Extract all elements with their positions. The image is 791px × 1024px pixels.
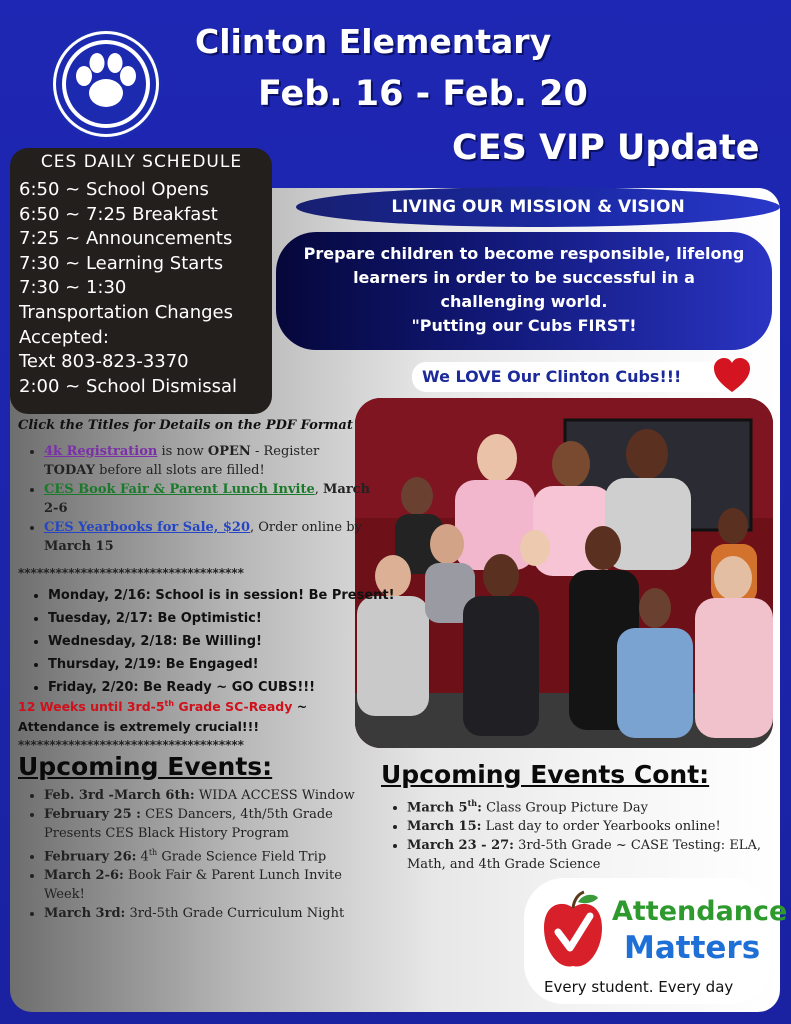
daily-schedule-box xyxy=(10,148,272,414)
event-item: • March 15: Last day to order Yearbooks online! xyxy=(407,817,787,836)
mission-line: challenging world. xyxy=(440,292,608,311)
upcoming-events-cont-heading: Upcoming Events Cont: xyxy=(381,760,710,789)
mission-line: learners in order to be successful in a xyxy=(353,268,695,287)
matters-word: Matters xyxy=(624,930,761,966)
event-item: • March 23 - 27: 3rd-5th Grade ~ CASE Testing: ELA, Math, and 4th Grade Science xyxy=(407,836,787,874)
schedule-heading: CES DAILY SCHEDULE xyxy=(40,152,243,172)
book-fair-link[interactable]: CES Book Fair & Parent Lunch Invite xyxy=(44,482,315,497)
newsletter-title: CES VIP Update xyxy=(452,128,760,168)
upcoming-events-cont-list xyxy=(389,794,787,874)
schedule-line: 7:25 ~ Announcements xyxy=(19,228,233,250)
schedule-line: Text 803-823-3370 xyxy=(19,351,189,373)
mission-line: "Putting our Cubs FIRST! xyxy=(411,316,637,335)
event-item: • March 5th: Class Group Picture Day xyxy=(407,794,787,817)
photo-illustration xyxy=(355,398,773,748)
weekday-item: • Friday, 2/20: Be Ready ~ GO CUBS!!! xyxy=(48,676,395,699)
mission-line: Prepare children to become responsible, lifelong xyxy=(303,244,745,263)
event-item: • February 26: 4th Grade Science Field Trip xyxy=(44,843,384,866)
weekday-item: • Tuesday, 2/17: Be Optimistic! xyxy=(48,607,395,630)
mission-heading: LIVING OUR MISSION & VISION xyxy=(296,187,780,227)
divider: ************************************ xyxy=(18,566,244,580)
announcement-item: • CES Book Fair & Parent Lunch Invite, March 2-6 xyxy=(44,480,374,518)
weekday-item: • Wednesday, 2/18: Be Willing! xyxy=(48,630,395,653)
weekday-list xyxy=(30,584,395,699)
announcement-item: • CES Yearbooks for Sale, $20, Order online by March 15 xyxy=(44,518,374,556)
weekday-item: • Monday, 2/16: School is in session! Be Present! xyxy=(48,584,395,607)
attendance-tagline: Every student. Every day xyxy=(544,978,734,996)
apple-check-icon xyxy=(540,890,606,972)
schedule-line: 7:30 ~ Learning Starts xyxy=(19,252,224,274)
schedule-line: 6:50 ~ 7:25 Breakfast xyxy=(19,203,218,225)
school-name: Clinton Elementary xyxy=(195,22,552,61)
group-photo xyxy=(355,398,773,748)
yearbooks-link[interactable]: CES Yearbooks for Sale, $20 xyxy=(44,520,250,535)
event-item: • March 2-6: Book Fair & Parent Lunch Invite Week! xyxy=(44,866,384,904)
upcoming-events-heading: Upcoming Events: xyxy=(18,752,273,781)
paw-icon xyxy=(53,31,159,137)
announcement-list xyxy=(26,442,374,556)
mission-statement xyxy=(276,232,772,350)
weekday-item: • Thursday, 2/19: Be Engaged! xyxy=(48,653,395,676)
4k-registration-link[interactable]: 4k Registration xyxy=(44,444,158,459)
event-item: • Feb. 3rd -March 6th: WIDA ACCESS Window xyxy=(44,786,384,805)
schedule-line: Transportation Changes xyxy=(19,301,233,323)
pdf-note: Click the Titles for Details on the PDF Format xyxy=(18,418,353,433)
upcoming-events-list xyxy=(26,786,384,923)
paw-logo xyxy=(50,28,162,140)
attendance-matters-badge xyxy=(524,878,788,1004)
schedule-line: 6:50 ~ School Opens xyxy=(19,179,209,200)
sc-ready-note: 12 Weeks until 3rd-5th Grade SC-Ready ~ Attendance is extremely crucial!!! xyxy=(18,699,308,735)
event-item: • February 25 : CES Dancers, 4th/5th Grade Presents CES Black History Program xyxy=(44,805,384,843)
schedule-line: Accepted: xyxy=(19,326,109,348)
schedule-line: 7:30 ~ 1:30 xyxy=(19,277,127,299)
date-range: Feb. 16 - Feb. 20 xyxy=(258,74,588,114)
attendance-word: Attendance xyxy=(612,896,788,927)
schedule-line: 2:00 ~ School Dismissal xyxy=(19,375,237,397)
love-banner: We LOVE Our Clinton Cubs!!! xyxy=(412,362,732,392)
divider: ************************************ xyxy=(18,738,244,752)
heart-icon xyxy=(712,356,752,396)
announcement-item: • 4k Registration is now OPEN - Register TODAY before all slots are filled! xyxy=(44,442,374,480)
event-item: • March 3rd: 3rd-5th Grade Curriculum Night xyxy=(44,904,384,923)
